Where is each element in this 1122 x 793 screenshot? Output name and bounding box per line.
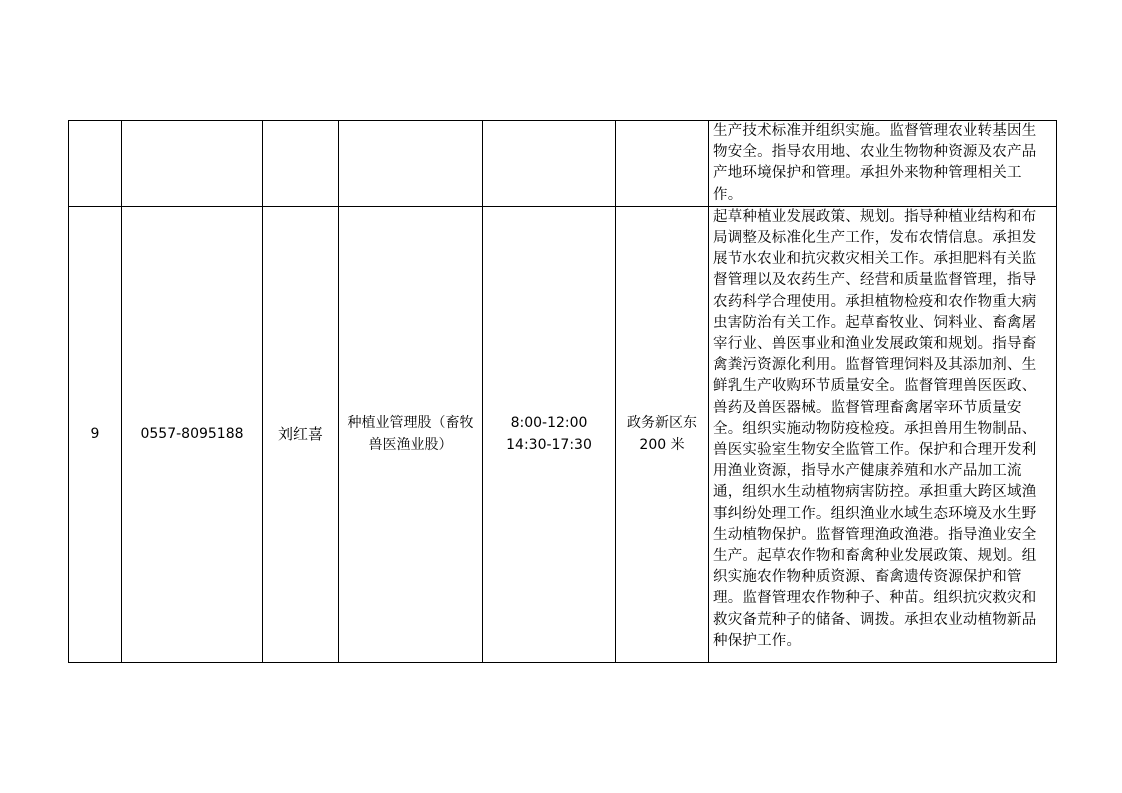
duties-cell: 生产技术标准并组织实施。监督管理农业转基因生物安全。指导农用地、农业生物物种资源及农产品产地环境保护和管理。承担外来物种管理相关工作。	[709, 121, 1057, 207]
department-cell: 种植业管理股（畜牧兽医渔业股）	[339, 206, 483, 662]
hours-morning: 8:00-12:00	[510, 415, 588, 432]
hours-afternoon: 14:30-17:30	[506, 437, 592, 454]
index-cell: 9	[69, 206, 122, 662]
phone-cell	[122, 121, 263, 207]
name-cell	[263, 121, 339, 207]
location-line-2: 200 米	[639, 437, 685, 454]
location-line-1: 政务新区东	[627, 415, 697, 432]
location-cell	[616, 121, 709, 207]
location-cell	[616, 206, 709, 662]
index-cell	[69, 121, 122, 207]
hours-cell	[483, 121, 616, 207]
department-cell	[339, 121, 483, 207]
table-row	[69, 121, 1057, 207]
table-row	[69, 206, 1057, 662]
duties-cell: 起草种植业发展政策、规划。指导种植业结构和布局调整及标准化生产工作，发布农情信息。承担发展节水农业和抗灾救灾相关工作。承担肥料有关监督管理以及农药生产、经营和质量监督管理，指导农药科学合理使用。承担植物检疫和农作物重大病虫害防治有关工作。起草畜牧业、饲料业、畜禽屠宰行业、兽医事业和渔业发展政策和规划。指导畜禽粪污资源化利用。监督管理饲料及其添加剂、生鲜乳生产收购环节质量安全。监督管理兽医医政、兽药及兽医器械。监督管理畜禽屠宰环节质量安全。组织实施动物防疫检疫。承担兽用生物制品、兽医实验室生物安全监管工作。保护和合理开发利用渔业资源，指导水产健康养殖和水产品加工流通，组织水生动植物病害防控。承担重大跨区域渔事纠纷处理工作。组织渔业水域生态环境及水生野生动植物保护。监督管理渔政渔港。指导渔业安全生产。起草农作物和畜禽种业发展政策、规划。组织实施农作物种质资源、畜禽遗传资源保护和管理。监督管理农作物种子、种苗。组织抗灾救灾和救灾备荒种子的储备、调拨。承担农业动植物新品种保护工作。	[709, 206, 1057, 662]
hours-cell	[483, 206, 616, 662]
phone-cell: 0557-8095188	[122, 206, 263, 662]
name-cell: 刘红喜	[263, 206, 339, 662]
responsibility-table	[68, 120, 1057, 663]
